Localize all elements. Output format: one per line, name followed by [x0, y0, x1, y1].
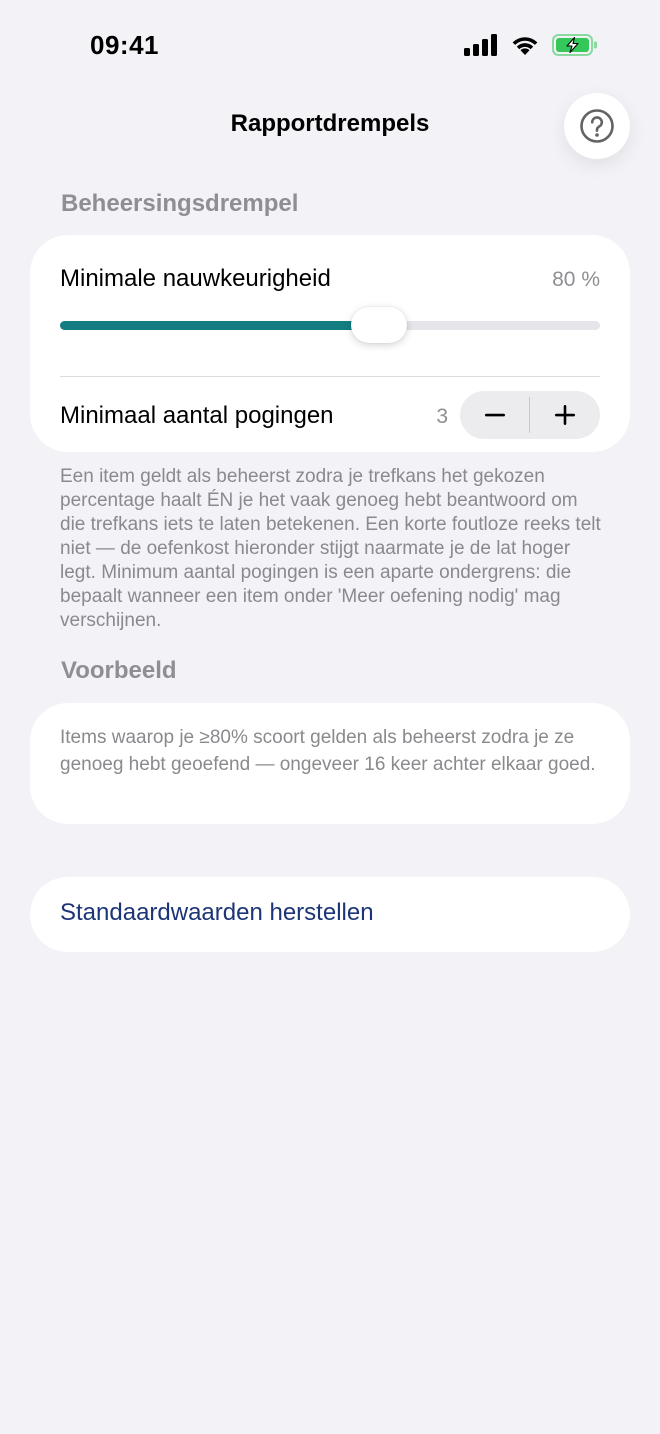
minus-icon — [484, 404, 506, 426]
signal-icon — [464, 34, 498, 56]
wifi-icon — [510, 34, 540, 56]
mastery-card — [30, 235, 630, 452]
question-circle-icon — [579, 108, 615, 144]
reset-card[interactable] — [30, 877, 630, 952]
section-header-mastery: Beheersingsdrempel — [61, 190, 299, 217]
section-header-example: Voorbeeld — [61, 657, 177, 684]
mastery-footer-text: Een item geldt als beheerst zodra je trefkans het gekozen percentage haalt ÉN je het vaak genoeg hebt beantwoord om die trefkans iets te laten betekenen. Een korte foutloze reeks telt niet — de oefenkost hieronder stijgt naarmate je de lat hoger legt. Minimum aantal pogingen is een aparte ondergrens: die bepaalt wanneer een item onder 'Meer oefening nodig' mag verschijnen. — [60, 466, 601, 631]
slider-fill — [60, 321, 379, 330]
divider — [60, 376, 600, 377]
example-card — [30, 703, 630, 824]
accuracy-label: Minimale nauwkeurigheid — [60, 265, 331, 292]
page-title: Rapportdrempels — [230, 110, 430, 137]
reset-defaults-button[interactable]: Standaardwaarden herstellen — [60, 899, 374, 926]
stepper-plus-button[interactable] — [530, 391, 600, 439]
accuracy-value: 80 % — [552, 268, 600, 291]
plus-icon — [554, 404, 576, 426]
stepper-minus-button[interactable] — [460, 391, 530, 439]
battery-charging-icon — [552, 34, 598, 56]
slider-thumb[interactable] — [351, 307, 407, 343]
attempts-value: 3 — [436, 405, 448, 428]
attempts-label: Minimaal aantal pogingen — [60, 402, 334, 429]
status-bar — [0, 0, 660, 96]
status-time: 09:41 — [90, 30, 159, 60]
status-icons — [464, 34, 598, 56]
help-button[interactable] — [564, 93, 630, 159]
accuracy-slider[interactable] — [60, 321, 600, 330]
attempts-stepper[interactable] — [460, 391, 600, 439]
example-text: Items waarop je ≥80% scoort gelden als beheerst zodra je ze genoeg hebt geoefend — ongeveer 16 keer achter elkaar goed. — [60, 727, 596, 775]
